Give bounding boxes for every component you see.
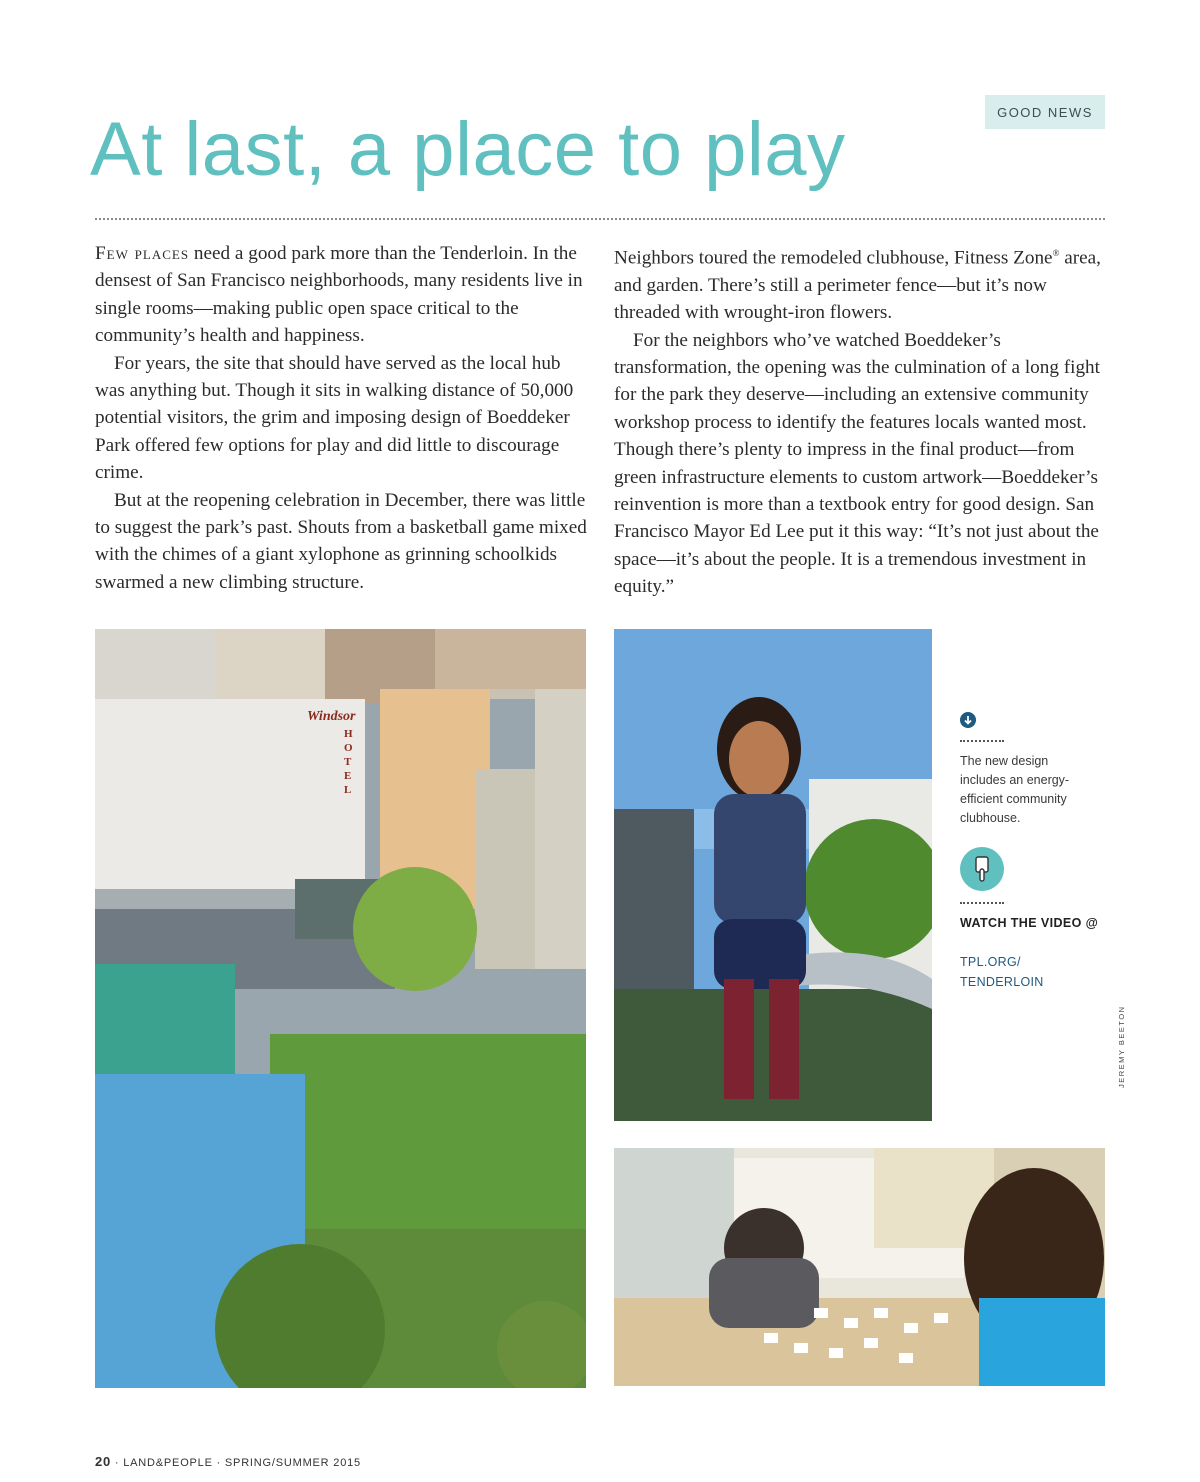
lead-in: Few places <box>95 243 190 264</box>
hotel-sign: Windsor <box>307 709 356 724</box>
dotted-divider <box>95 218 1105 220</box>
kids-card-game-photo <box>614 1148 1105 1386</box>
page-number: 20 <box>95 1454 112 1469</box>
body-paragraph-4 <box>614 240 1106 327</box>
body-column-left <box>95 240 587 596</box>
video-divider <box>960 902 1004 904</box>
body-paragraph-1 <box>95 240 587 350</box>
park-aerial-photo <box>95 629 586 1388</box>
paragraph-text: Neighbors toured the remodeled clubhouse, Fitness Zone <box>614 247 1053 269</box>
video-link-line-1[interactable]: TPL.ORG/ <box>960 955 1021 969</box>
publication-info: · LAND&PEOPLE · SPRING/SUMMER 2015 <box>111 1457 361 1469</box>
paragraph-text: area, and garden. There’s still a perimeter fence—but it’s now threaded with wrought-iron flowers. <box>614 247 1101 324</box>
arrow-down-icon <box>960 712 976 728</box>
video-link-line-2[interactable]: TENDERLOIN <box>960 974 1044 989</box>
body-paragraph-2: For years, the site that should have served as the local hub was anything but. Though it sits in walking distance of 50,000 potential visitors, the grim and imposing design of Boeddeker Park offered few options for play and did little to discourage crime. <box>95 352 574 484</box>
section-tag: GOOD NEWS <box>985 95 1105 129</box>
girl-playing-photo <box>614 629 932 1121</box>
body-column-right <box>614 240 1106 601</box>
caption-divider <box>960 740 1004 742</box>
body-paragraph-5: For the neighbors who’ve watched Boeddeker’s transformation, the opening was the culmination of a long fight for the park they deserve—including an extensive community workshop process to identify the features locals wanted most. Though there’s plenty to impress in the final product—from green infrastructure elements to custom artwork—Boeddeker’s reinvention is more than a textbook entry for good design. San Francisco Mayor Ed Lee put it this way: “It’s not just about the space—it’s about the people. It is a tremendous investment in equity.” <box>614 329 1100 598</box>
photo-credit: JEREMY BEETON <box>1117 1005 1126 1088</box>
photo-caption: The new design includes an energy-efficient community clubhouse. <box>960 754 1070 825</box>
page-footer <box>95 1455 361 1469</box>
registered-mark: ® <box>1052 248 1060 258</box>
body-paragraph-3: But at the reopening celebration in December, there was little to suggest the park’s past. Shouts from a basketball game mixed with the chimes of a giant xylophone as grinning schoolkids swarmed a new climbing structure. <box>95 489 587 593</box>
watch-video-label: WATCH THE VIDEO @ <box>960 916 1099 930</box>
headline: At last, a place to play <box>90 107 846 192</box>
video-link[interactable] <box>960 953 1100 992</box>
hotel-sign-vertical: HOTEL <box>344 728 353 796</box>
paragraph-text: need a good park more than the Tenderloin. In the densest of San Francisco neighborhoods, many residents live in single rooms—making public open space critical to the community’s health and happiness. <box>95 243 583 347</box>
pointing-hand-icon[interactable] <box>960 847 1004 891</box>
